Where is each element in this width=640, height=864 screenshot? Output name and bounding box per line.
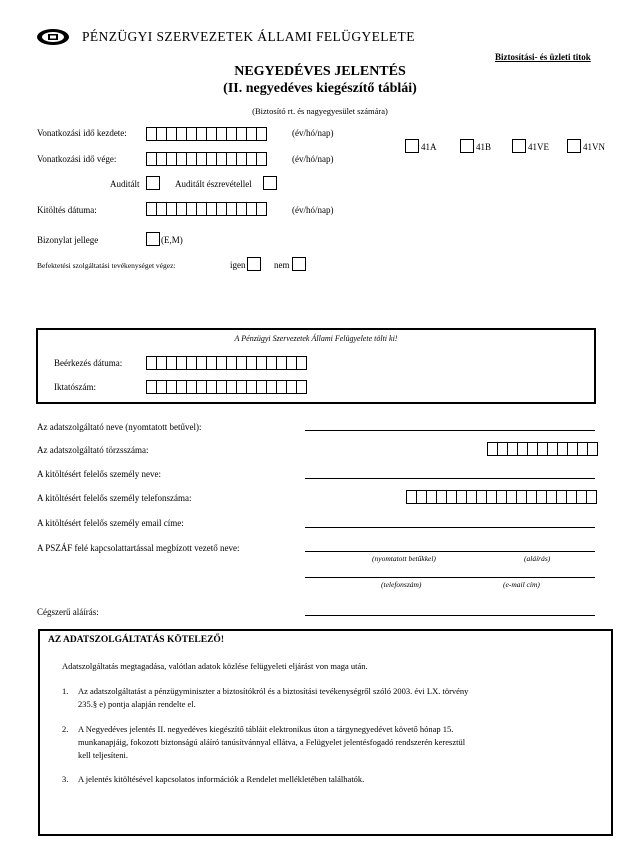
investment-yes-checkbox[interactable] [247, 257, 261, 271]
company-signature-label: Cégszerű aláírás: [37, 607, 99, 617]
notice-intro: Adatszolgáltatás megtagadása, valótlan adatok közlése felügyeleti eljárást von maga után. [62, 661, 368, 671]
provider-name-label: Az adatszolgáltató neve (nyomtatott betűvel): [37, 422, 202, 432]
table-41vn-checkbox[interactable] [567, 139, 581, 153]
contact-manager-name-field[interactable] [305, 551, 595, 552]
responsible-phone-label: A kitöltésért felelős személy telefonszáma: [37, 493, 192, 503]
notice-item-line: munkanapjáig, fokozott biztonságú aláíró tanúsítvánnyal ellátva, a Felügyelet jelentésfogadó rendszerén keresztül [78, 737, 466, 747]
provider-registry-input[interactable] [487, 442, 598, 456]
audited-label: Auditált [110, 179, 140, 189]
table-41a-checkbox[interactable] [405, 139, 419, 153]
confidentiality-label: Biztosítási- és üzleti titok [495, 52, 591, 62]
provider-name-field[interactable] [305, 430, 595, 431]
mandatory-notice-box [38, 629, 613, 836]
investment-no-label: nem [274, 260, 290, 270]
notice-item-line: 235.§ e) pontja alapján rendelte el. [78, 699, 196, 709]
responsible-phone-input[interactable] [406, 490, 597, 504]
audited-with-remarks-checkbox[interactable] [263, 176, 277, 190]
period-end-input[interactable] [146, 152, 267, 166]
investment-no-checkbox[interactable] [292, 257, 306, 271]
table-41b-label: 41B [476, 142, 492, 152]
office-use-heading: A Pénzügyi Szervezetek Állami Felügyelete tölti ki! [234, 334, 398, 343]
investment-yes-label: igen [230, 260, 246, 270]
filing-number-input[interactable] [146, 380, 307, 394]
investment-service-label: Befektetési szolgáltatási tevékenységet végez: [37, 261, 176, 270]
table-41vn-label: 41VN [583, 142, 605, 152]
doc-type-input[interactable] [146, 232, 160, 246]
notice-item-number: 1. [62, 686, 69, 696]
responsible-name-label: A kitöltésért felelős személy neve: [37, 469, 161, 479]
company-signature-field[interactable] [305, 615, 595, 616]
notice-item-number: 2. [62, 724, 69, 734]
table-41ve-checkbox[interactable] [512, 139, 526, 153]
pszaf-logo-icon [36, 28, 70, 46]
period-end-format: (év/hó/nap) [292, 154, 334, 164]
fill-date-input[interactable] [146, 202, 267, 216]
period-end-label: Vonatkozási idő vége: [37, 154, 117, 164]
table-41ve-label: 41VE [528, 142, 549, 152]
fill-date-label: Kitöltés dátuma: [37, 205, 97, 215]
contact-manager-label: A PSZÁF felé kapcsolattartással megbízott vezető neve: [37, 543, 240, 553]
target-audience-note: (Biztosító rt. és nagyegyesület számára) [252, 106, 388, 116]
doc-type-label: Bizonylat jellege [37, 235, 99, 245]
period-start-label: Vonatkozási idő kezdete: [37, 128, 127, 138]
notice-item-line: A jelentés kitöltésével kapcsolatos információk a Rendelet mellékletében találhatók. [78, 774, 365, 784]
page-title: NEGYEDÉVES JELENTÉS [234, 64, 406, 79]
notice-item-line: kell teljesíteni. [78, 750, 129, 760]
table-41b-checkbox[interactable] [460, 139, 474, 153]
signature-caption: (aláírás) [524, 554, 551, 563]
phone-caption: (telefonszám) [381, 580, 422, 589]
audited-with-remarks-label: Auditált észrevétellel [175, 179, 252, 189]
notice-item-number: 3. [62, 774, 69, 784]
contact-manager-contact-field[interactable] [305, 577, 595, 578]
period-start-input[interactable] [146, 127, 267, 141]
email-caption: (e-mail cím) [503, 580, 540, 589]
provider-registry-label: Az adatszolgáltató törzsszáma: [37, 445, 149, 455]
arrival-date-input[interactable] [146, 356, 307, 370]
doc-type-hint: (E,M) [161, 235, 183, 245]
audited-checkbox[interactable] [146, 176, 160, 190]
responsible-name-field[interactable] [305, 478, 595, 479]
notice-heading: AZ ADATSZOLGÁLTATÁS KÖTELEZŐ! [48, 635, 224, 645]
period-start-format: (év/hó/nap) [292, 128, 334, 138]
table-41a-label: 41A [421, 142, 437, 152]
arrival-date-label: Beérkezés dátuma: [54, 358, 123, 368]
printed-letters-caption: (nyomtatott betűkkel) [372, 554, 436, 563]
page-subtitle: (II. negyedéves kiegészítő táblái) [223, 81, 417, 96]
responsible-email-field[interactable] [305, 527, 595, 528]
responsible-email-label: A kitöltésért felelős személy email címe: [37, 518, 184, 528]
filing-number-label: Iktatószám: [54, 382, 96, 392]
notice-item-line: Az adatszolgáltatást a pénzügyminiszter a biztosítókról és a biztosítási tevékenységről szóló 2003. évi LX. törvény [78, 686, 469, 696]
org-name: PÉNZÜGYI SZERVEZETEK ÁLLAMI FELÜGYELETE [82, 29, 415, 44]
fill-date-format: (év/hó/nap) [292, 205, 334, 215]
notice-item-line: A Negyedéves jelentés II. negyedéves kiegészítő tábláit elektronikus úton a tárgynegyedévet követő hónap 15. [78, 724, 454, 734]
office-use-box [36, 328, 596, 404]
